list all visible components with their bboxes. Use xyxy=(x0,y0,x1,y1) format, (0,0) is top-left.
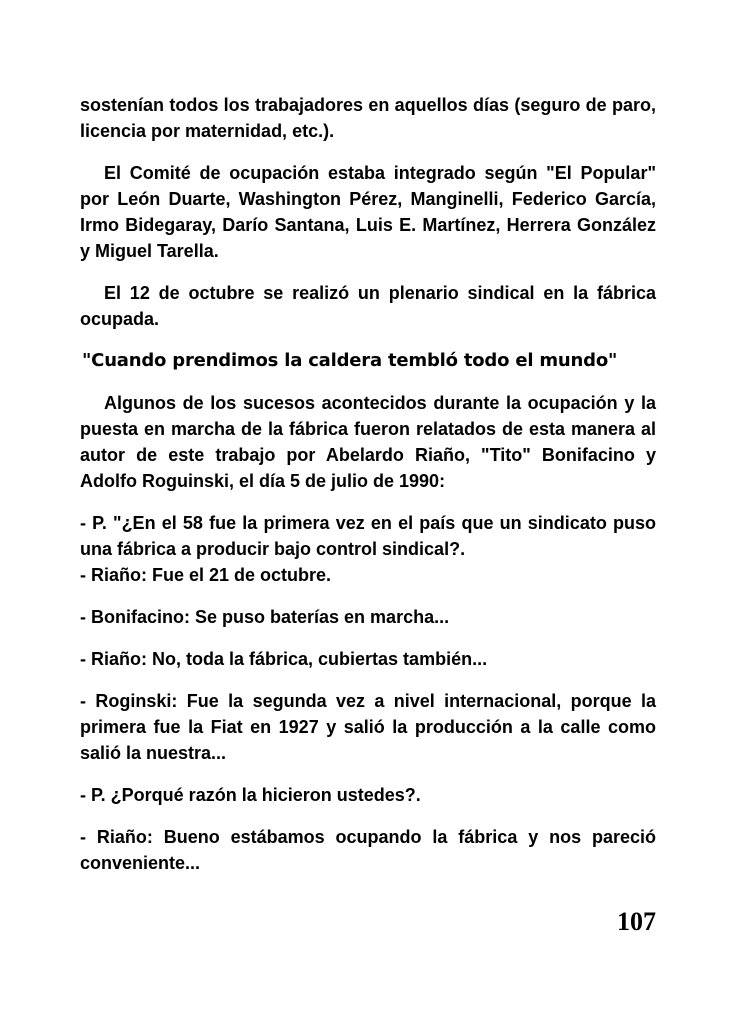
interview-answer-riano-3: - Riaño: Bueno estábamos ocupando la fábrica y nos pareció conveniente... xyxy=(80,827,656,873)
interview-question-2: - P. ¿Porqué razón la hicieron ustedes?. xyxy=(80,785,421,805)
paragraph-continued: sostenían todos los trabajadores en aquellos días (seguro de paro, licencia por maternidad, etc.). xyxy=(80,95,656,141)
interview-question-1: - P. "¿En el 58 fue la primera vez en el país que un sindicato puso una fábrica a producir bajo control sindical?. xyxy=(80,513,656,559)
paragraph-plenary: El 12 de octubre se realizó un plenario sindical en la fábrica ocupada. xyxy=(80,283,656,329)
interview-answer-roginski: - Roginski: Fue la segunda vez a nivel internacional, porque la primera fue la Fiat en 1927 y salió la producción a la calle como salió la nuestra... xyxy=(80,691,656,763)
paragraph-interview-intro: Algunos de los sucesos acontecidos durante la ocupación y la puesta en marcha de la fábrica fueron relatados de esta manera al autor de este trabajo por Abelardo Riaño, "Tito" Bonifacino y Adolfo Roguinski, el día 5 de julio de 1990: xyxy=(80,393,656,491)
interview-answer-bonifacino: - Bonifacino: Se puso baterías en marcha... xyxy=(80,607,450,627)
page-number: 107 xyxy=(617,907,656,936)
section-heading: "Cuando prendimos la caldera tembló todo el mundo" xyxy=(82,350,618,371)
page-body xyxy=(80,92,656,876)
paragraph-committee: El Comité de ocupación estaba integrado según "El Popular" por León Duarte, Washington Pérez, Manginelli, Federico García, Irmo Bidegaray, Darío Santana, Luis E. Martínez, Herrera González y Miguel Tarella. xyxy=(80,163,656,261)
interview-answer-riano-2: - Riaño: No, toda la fábrica, cubiertas también... xyxy=(80,649,488,669)
interview-answer-riano-1: - Riaño: Fue el 21 de octubre. xyxy=(80,565,332,585)
